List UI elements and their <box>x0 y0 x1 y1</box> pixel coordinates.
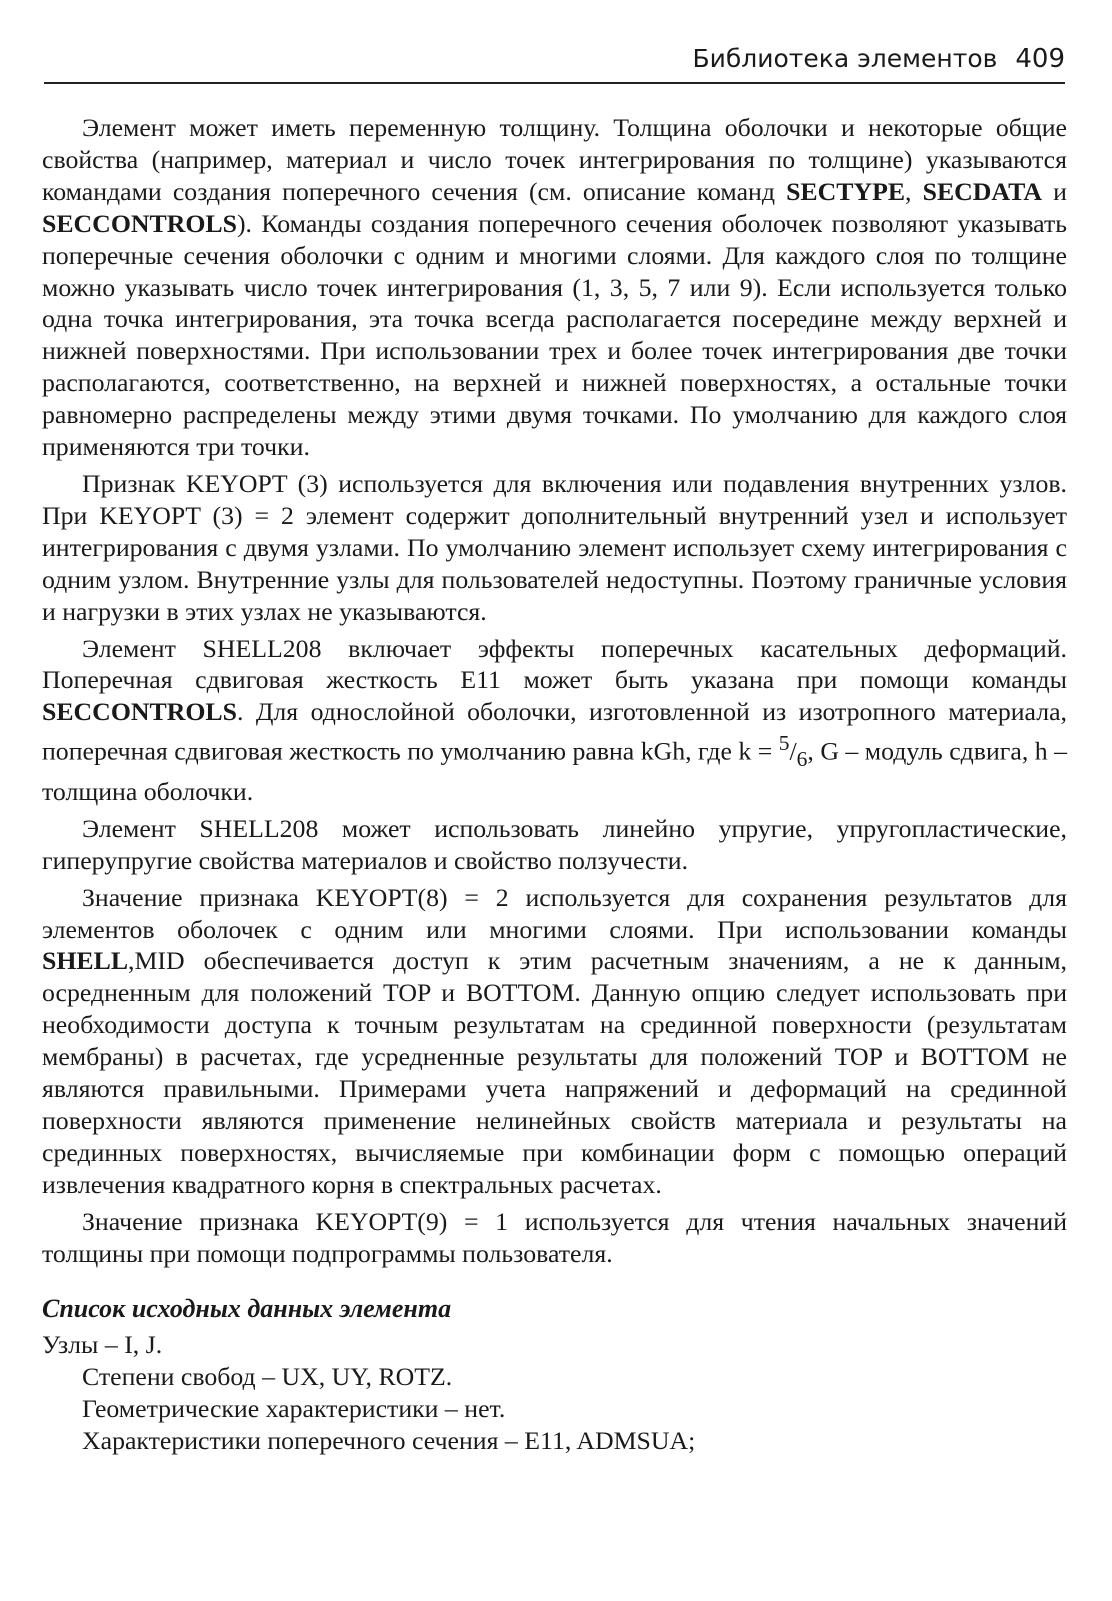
paragraph-keyopt8: Значение признака KEYOPT(8) = 2 используется для сохранения результатов для элементов оболочек с одним или многими слоями. При использовании команды SHELL,MID обеспечивается доступ к этим расчетным значениям, а не к данным, осредненным для положений TOP и BOTTOM. Данную опцию следует использовать при необходимости доступа к точным результатам на срединной поверхности (результатам мембраны) в расчетах, где усредненные результаты для положений TOP и BOTTOM не являются правильными. Примерами учета напряжений и деформаций на срединной поверхности являются применение нелинейных свойств материала и результаты на срединных поверхностях, вычисляемые при комбинации форм с помощью операций извлечения квадратного корня в спектральных расчетах. <box>42 882 1067 1199</box>
fraction-numerator: 5 <box>778 731 790 756</box>
command-seccontrols: SECCONTROLS <box>42 208 237 238</box>
body-text <box>42 112 1067 1457</box>
input-list-item: Характеристики поперечного сечения – E11, ADMSUA; <box>82 1426 696 1456</box>
command-sectype: SECTYPE <box>786 176 906 206</box>
command-seccontrols: SECCONTROLS <box>42 697 237 727</box>
paragraph-shear-deformation: Элемент SHELL208 включает эффекты поперечных касательных деформаций. Поперечная сдвиговая жесткость E11 может быть указана при помощи команды SECCONTROLS. Для однослойной оболочки, изготовленной из изотропного материала, поперечная сдвиговая жесткость по умолчанию равна kGh, где $k = ^5/_6$, G – модуль сдвига, h – толщина оболочки. <box>42 633 1067 806</box>
paragraph-keyopt3: Признак KEYOPT (3) используется для включения или подавления внутренних узлов. При KEYOPT (3) = 2 элемент содержит дополнительный внутренний узел и использует интегрирования с двумя узлами. По умолчанию элемент использует схему интегрирования с одним узлом. Внутренние узлы для пользователей недоступны. Поэтому граничные условия и нагрузки в этих узлах не указываются. <box>42 468 1067 626</box>
input-list-item: Геометрические характеристики – нет. <box>82 1394 506 1424</box>
paragraph-variable-thickness: Элемент может иметь переменную толщину. Толщина оболочки и некоторые общие свойства (например, материал и число точек интегрирования по толщине) указываются командами создания поперечного сечения (см. описание команд SECTYPE, SECDATA и SECCONTROLS). Команды создания поперечного сечения оболочек позволяют указывать поперечные сечения оболочки с одним и многими слоями. Для каждого слоя по толщине можно указывать число точек интегрирования (1, 3, 5, 7 или 9). Если используется только одна точка интегрирования, эта точка всегда располагается посередине между верхней и нижней поверхностями. При использовании трех и более точек интегрирования две точки располагаются, соответственно, на верхней и нижней поверхностях, а остальные точки равномерно распределены между этими двумя точками. По умолчанию для каждого слоя применяются три точки. <box>42 113 1067 462</box>
section-heading-input-data: Список исходных данных элемента <box>42 1294 452 1324</box>
input-list-item: Степени свобод – UX, UY, ROTZ. <box>82 1362 453 1392</box>
running-header <box>44 40 1065 84</box>
command-shell: SHELL <box>42 946 129 976</box>
page-number: 409 <box>1015 44 1065 74</box>
input-list-nodes: Узлы – I, J. <box>42 1330 163 1360</box>
header-title: Библиотека элементов <box>692 44 998 73</box>
fraction-slash: / <box>789 736 797 766</box>
paragraph-material-properties: Элемент SHELL208 может использовать линейно упругие, упругопластические, гиперупругие свойства материалов и свойство ползучести. <box>42 813 1067 875</box>
paragraph-keyopt9: Значение признака KEYOPT(9) = 1 используется для чтения начальных значений толщины при помощи подпрограммы пользователя. <box>42 1206 1067 1268</box>
fraction-denominator: 6 <box>796 746 808 771</box>
command-secdata: SECDATA <box>922 176 1043 206</box>
